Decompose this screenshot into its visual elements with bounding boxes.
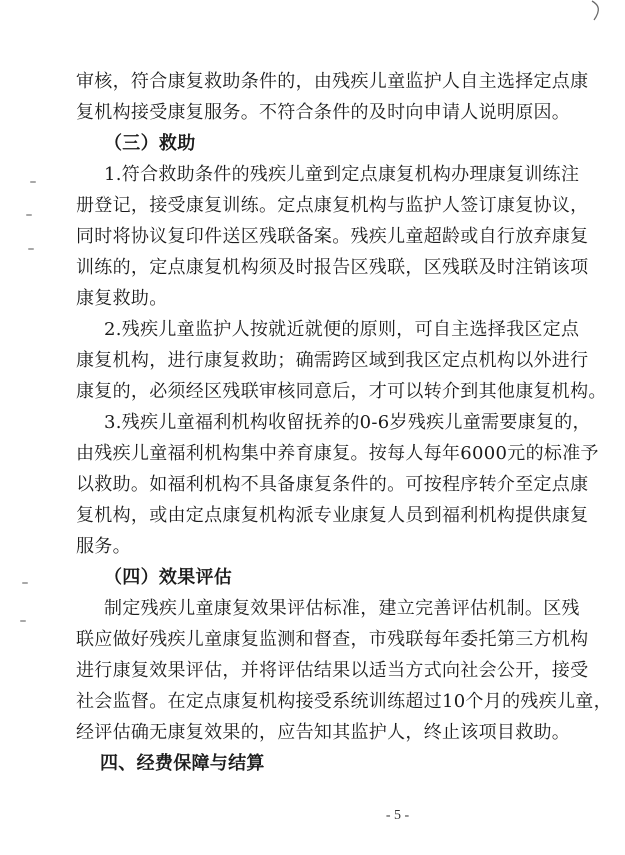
paragraph <box>76 314 607 407</box>
text-line: 训练的，定点康复机构须及时报告区残联，区残联及时注销该项 <box>76 257 589 278</box>
text-line: 1.符合救助条件的残疾儿童到定点康复机构办理康复训练注 <box>104 164 580 185</box>
section-heading <box>76 562 556 593</box>
text-line: 册登记，接受康复训练。定点康复机构与监护人签订康复协议， <box>76 195 589 216</box>
text-line: 由残疾儿童福利机构集中养育康复。按每人每年6000元的标准予 <box>76 443 599 464</box>
text-line: 经评估确无康复效果的，应告知其监护人，终止该项目救助。 <box>76 722 571 743</box>
text-line: 社会监督。在定点康复机构接受系统训练超过10个月的残疾儿童， <box>76 691 612 712</box>
text-line: 复机构接受康复服务。不符合条件的及时向申请人说明原因。 <box>76 102 571 123</box>
section-heading <box>76 128 556 159</box>
page-number: - 5 - <box>385 808 410 823</box>
text-line: 进行康复效果评估，并将评估结果以适当方式向社会公开，接受 <box>76 660 589 681</box>
text-line: 服务。 <box>76 536 131 557</box>
paragraph <box>76 66 589 128</box>
margin-speck <box>22 582 28 584</box>
paragraph <box>76 593 612 748</box>
heading-text: 四、经费保障与结算 <box>100 753 265 774</box>
text-line: 制定残疾儿童康复效果评估标准，建立完善评估机制。区残 <box>104 598 580 619</box>
text-line: 复机构，或由定点康复机构派专业康复人员到福利机构提供康复 <box>76 505 589 526</box>
text-line: 3.残疾儿童福利机构收留抚养的0-6岁残疾儿童需要康复的， <box>104 412 591 433</box>
chapter-heading <box>76 748 556 779</box>
paragraph <box>76 159 589 314</box>
text-line: 审核，符合康复救助条件的，由残疾儿童监护人自主选择定点康 <box>76 71 589 92</box>
text-line: 同时将协议复印件送区残联备案。残疾儿童超龄或自行放弃康复 <box>76 226 589 247</box>
text-line: 以救助。如福利机构不具备康复条件的。可按程序转介至定点康 <box>76 474 589 495</box>
text-line: 2.残疾儿童监护人按就近就便的原则，可自主选择我区定点 <box>104 319 580 340</box>
text-line: 康复救助。 <box>76 288 168 309</box>
heading-text: （三）救助 <box>104 133 196 154</box>
paragraph <box>76 407 599 562</box>
text-line: 康复机构，进行康复救助；确需跨区域到我区定点机构以外进行 <box>76 350 589 371</box>
margin-speck <box>26 214 32 216</box>
margin-speck <box>30 181 36 183</box>
margin-speck <box>28 248 34 250</box>
margin-speck <box>20 620 26 622</box>
heading-text: （四）效果评估 <box>104 567 233 588</box>
text-line: 康复的，必须经区残联审核同意后，才可以转介到其他康复机构。 <box>76 381 607 402</box>
text-line: 联应做好残疾儿童康复监测和督查，市残联每年委托第三方机构 <box>76 629 589 650</box>
document-body <box>76 66 612 779</box>
page-curl-mark <box>589 0 605 22</box>
